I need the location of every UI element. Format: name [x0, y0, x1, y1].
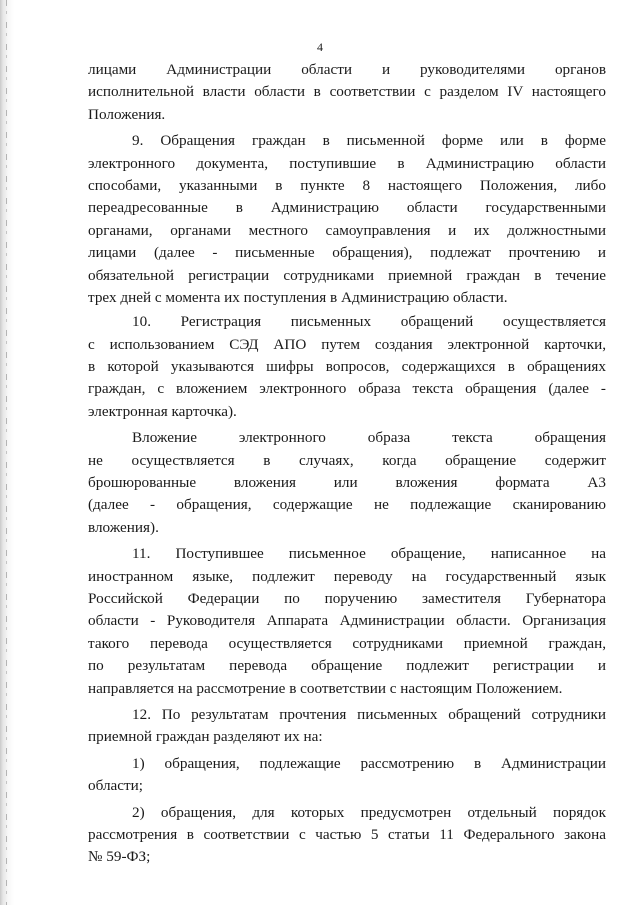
text-line: граждан, с вложением электронного образа текста обращения (далее - [88, 380, 606, 398]
text-line: 1) обращения, подлежащие рассмотрению в Администрации [132, 754, 606, 772]
text-line: способами, указанными в пункте 8 настоящего Положения, либо [88, 176, 606, 194]
text-line: в которой указываются шифры вопросов, содержащихся в обращениях [88, 358, 606, 376]
document-body [88, 59, 606, 869]
text-line: по результатам перевода обращение подлежит регистрации и [88, 657, 606, 675]
text-line: вложения). [88, 518, 159, 536]
text-line: Вложение электронного образа текста обращения [132, 429, 606, 447]
text-line: 11. Поступившее письменное обращение, написанное на [132, 545, 606, 563]
text-line: электронного документа, поступившие в Администрацию области [88, 154, 606, 172]
text-line: не осуществляется в случаях, когда обращение содержит [88, 451, 606, 469]
text-line: направляется на рассмотрение в соответствии с настоящим Положением. [88, 679, 563, 697]
text-line: области - Руководителя Аппарата Администрации области. Организация [88, 612, 606, 630]
text-line: электронная карточка). [88, 402, 237, 420]
text-line: лицами (далее - письменные обращения), подлежат прочтению и [88, 244, 606, 262]
text-line: 10. Регистрация письменных обращений осуществляется [132, 313, 606, 331]
text-line: 9. Обращения граждан в письменной форме или в форме [132, 132, 606, 150]
text-line: трех дней с момента их поступления в Администрацию области. [88, 288, 508, 306]
text-line: области; [88, 777, 143, 795]
text-line: 2) обращения, для которых предусмотрен отдельный порядок [132, 803, 606, 821]
text-line: (далее - обращения, содержащие не подлежащие сканированию [88, 496, 606, 514]
text-line: иностранном языке, подлежит переводу на государственный язык [88, 567, 606, 585]
text-line: брошюрованные вложения или вложения формата А3 [88, 474, 606, 492]
text-line: с использованием СЭД АПО путем создания электронной карточки, [88, 335, 606, 353]
scan-artifact-line [6, 0, 7, 905]
scan-shadow-edge [0, 0, 14, 905]
text-line: органами, органами местного самоуправления и их должностными [88, 221, 606, 239]
text-line: Российской Федерации по поручению заместителя Губернатора [88, 589, 606, 607]
text-line: приемной граждан разделяют их на: [88, 728, 323, 746]
text-line: переадресованные в Администрацию области государственными [88, 199, 606, 217]
page-number: 4 [317, 40, 323, 54]
text-line: № 59-ФЗ; [88, 848, 151, 866]
text-line: рассмотрения в соответствии с частью 5 статьи 11 Федерального закона [88, 825, 606, 843]
text-line: такого перевода осуществляется сотрудниками приемной граждан, [88, 634, 606, 652]
text-line: 12. По результатам прочтения письменных обращений сотрудники [132, 705, 606, 723]
text-line: лицами Администрации области и руководителями органов [88, 61, 606, 78]
text-line: Положения. [88, 105, 166, 123]
text-line: обязательной регистрации сотрудниками приемной граждан в течение [88, 266, 606, 284]
text-line: исполнительной власти области в соответствии с разделом IV настоящего [88, 83, 606, 101]
